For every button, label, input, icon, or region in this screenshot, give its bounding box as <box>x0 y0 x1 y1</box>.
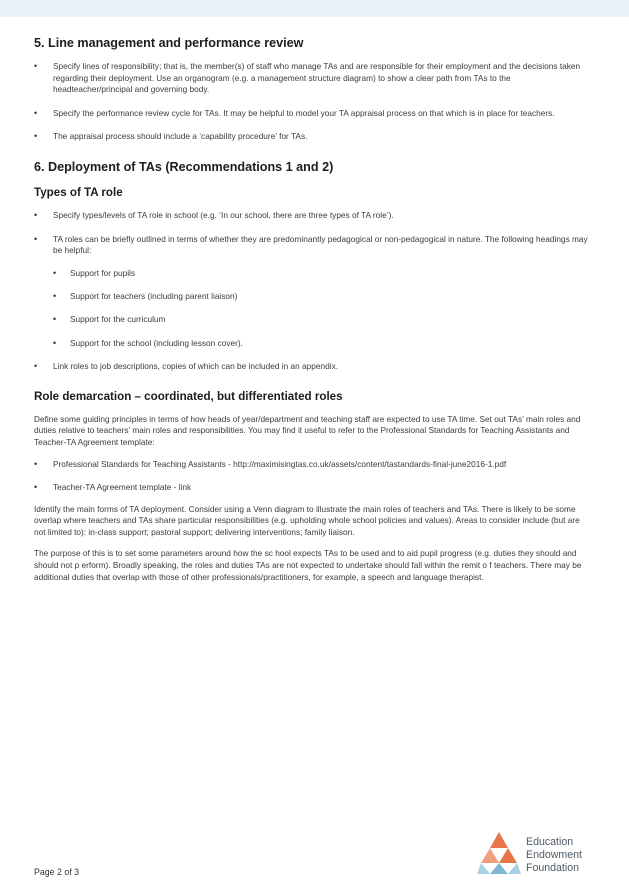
support-headings-list <box>53 268 590 349</box>
identify-paragraph: Identify the main forms of TA deployment. Consider using a Venn diagram to illustrate the main roles of teachers and TAs. There is likely to be some overlap where teachers and TAs share particular responsibilities (e.g. upholding whole school policies and values). Areas to consider include (but are not limited to): in-class support; pastoral support; delivering interventions; family liaison. <box>34 503 580 537</box>
reference-list <box>34 459 590 494</box>
list-item: • Specify the performance review cycle for TAs. It may be helpful to model your TA appraisal process on that which is in place for teachers. <box>34 108 590 120</box>
document-page <box>34 30 590 583</box>
logo-wordmark <box>526 836 582 875</box>
list-item: • Link roles to job descriptions, copies of which can be included in an appendix. <box>34 361 590 373</box>
list-item: • Specify types/levels of TA role in school (e.g. ‘In our school, there are three types of TA role’). <box>34 210 590 222</box>
standards-link-item[interactable]: • Professional Standards for Teaching Assistants - http://maximisingtas.co.uk/assets/content/tastandards-final-june2016-1.pdf <box>34 459 590 471</box>
role-demarcation-heading: Role demarcation – coordinated, but differentiated roles <box>34 389 343 403</box>
types-list <box>34 210 590 373</box>
logo-bottom-center-triangle <box>490 863 508 874</box>
agreement-link-item[interactable]: • Teacher-TA Agreement template - link <box>34 482 590 494</box>
list-item: • Specify lines of responsibility; that is, the member(s) of staff who manage TAs and are responsible for their employment and the decisions taken regarding their deployment. Use an organogram (e.g. a management structure diagram) to show a clear path from TAs to the headteacher/principal and governing body. <box>34 61 590 96</box>
top-header-band <box>0 0 629 17</box>
logo-mid-right-triangle <box>499 848 517 863</box>
role-intro-paragraph: Define some guiding principles in terms of how heads of year/department and teaching staff are expected to use TA time. Set out TAs’ main roles and duties relative to teachers’ main roles and responsibilities. You may find it useful to refer to the Professional Standards for Teaching Assistants and Teacher-TA Agreement template: <box>34 413 581 447</box>
logo-line-1: Education <box>526 836 574 848</box>
eef-logo-mark-icon <box>477 832 521 876</box>
list-item: • Support for teachers (including parent liaison) <box>53 291 590 303</box>
list-item: • The appraisal process should include a ‘capability procedure’ for TAs. <box>34 131 590 143</box>
list-item: • Support for the school (including lesson cover). <box>53 338 590 350</box>
logo-line-3: Foundation <box>526 862 580 874</box>
list-item <box>34 234 590 350</box>
list-item-text: TA roles can be briefly outlined in terms of whether they are predominantly pedagogical or non-pedagogical in nature. The following headings may be helpful: <box>53 233 588 256</box>
section-5-heading: 5. Line management and performance review <box>34 36 304 50</box>
eef-logo <box>477 832 597 878</box>
section-6-heading: 6. Deployment of TAs (Recommendations 1 and 2) <box>34 159 334 174</box>
logo-bottom-left-triangle <box>477 863 490 874</box>
logo-line-2: Endowment <box>526 849 582 861</box>
logo-mid-left-triangle <box>481 848 499 863</box>
logo-bottom-right-triangle <box>508 863 521 874</box>
purpose-paragraph: The purpose of this is to set some parameters around how the sc hool expects TAs to be used and to aid pupil progress (e.g. duties they should and should not p erform). Broadly speaking, the roles and duties TAs are not expected to undertake should fall within the remit o f teachers. There may be additional duties that overlap with those of other professionals/practitioners, for example, a speech and language therapist. <box>34 548 582 582</box>
section-5-list <box>34 61 590 143</box>
logo-top-triangle <box>490 832 508 848</box>
list-item: • Support for pupils <box>53 268 590 280</box>
types-of-ta-role-heading: Types of TA role <box>34 185 123 199</box>
page-number: Page 2 of 3 <box>34 867 79 877</box>
list-item: • Support for the curriculum <box>53 314 590 326</box>
